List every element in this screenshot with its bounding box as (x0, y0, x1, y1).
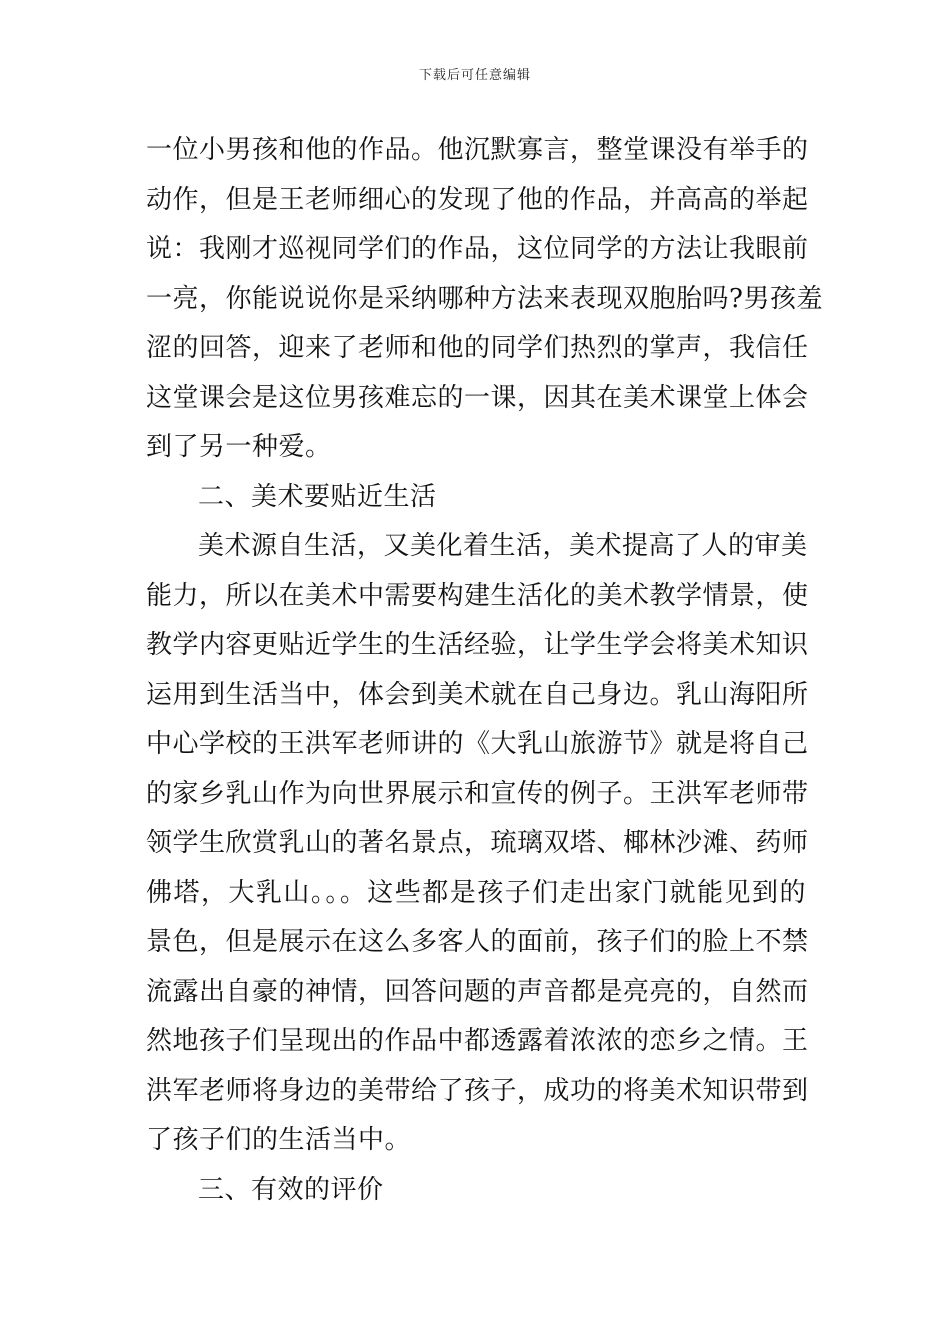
text-line: 到了另一种爱。 (146, 432, 332, 462)
section-heading: 三、有效的评价 (198, 1174, 384, 1205)
text-line: 中心学校的王洪军老师讲的《大乳山旅游节》就是将自己 (146, 729, 809, 759)
text-line: 动作，但是王老师细心的发现了他的作品，并高高的举起 (146, 184, 809, 215)
text-line: 说：我刚才巡视同学们的作品，这位同学的方法让我眼前 (146, 234, 809, 264)
text-line: 佛塔，大乳山。。。这些都是孩子们走出家门就能见到的 (146, 877, 806, 908)
text-line: 景色，但是展示在这么多客人的面前，孩子们的脸上不禁 (146, 927, 809, 957)
section-heading: 二、美术要贴近生活 (198, 481, 437, 512)
text-line: 然地孩子们呈现出的作品中都透露着浓浓的恋乡之情。王 (146, 1026, 809, 1056)
text-line: 美术源自生活，又美化着生活，美术提高了人的审美 (198, 531, 808, 561)
page-header: 下载后可任意编辑 (418, 68, 531, 83)
text-line: 能力，所以在美术中需要构建生活化的美术教学情景，使 (146, 580, 809, 611)
text-line: 流露出自豪的神情，回答问题的声音都是亮亮的，自然而 (146, 976, 809, 1007)
text-line: 的家乡乳山作为向世界展示和宣传的例子。王洪军老师带 (146, 778, 809, 809)
text-line: 一位小男孩和他的作品。他沉默寡言，整堂课没有举手的 (146, 135, 809, 165)
text-line: 涩的回答，迎来了老师和他的同学们热烈的掌声，我信任 (146, 333, 809, 363)
text-line: 洪军老师将身边的美带给了孩子，成功的将美术知识带到 (146, 1075, 809, 1106)
text-line: 教学内容更贴近学生的生活经验，让学生学会将美术知识 (146, 630, 809, 660)
text-line: 这堂课会是这位男孩难忘的一课，因其在美术课堂上体会 (146, 382, 809, 413)
text-line: 领学生欣赏乳山的著名景点，琉璃双塔、椰林沙滩、药师 (146, 828, 809, 858)
text-line: 运用到生活当中，体会到美术就在自己身边。乳山海阳所 (146, 679, 809, 710)
text-line: 一亮，你能说说你是采纳哪种方法来表现双胞胎吗?男孩羞 (146, 283, 823, 314)
body-text (146, 126, 823, 1215)
text-line: 了孩子们的生活当中。 (146, 1125, 412, 1155)
